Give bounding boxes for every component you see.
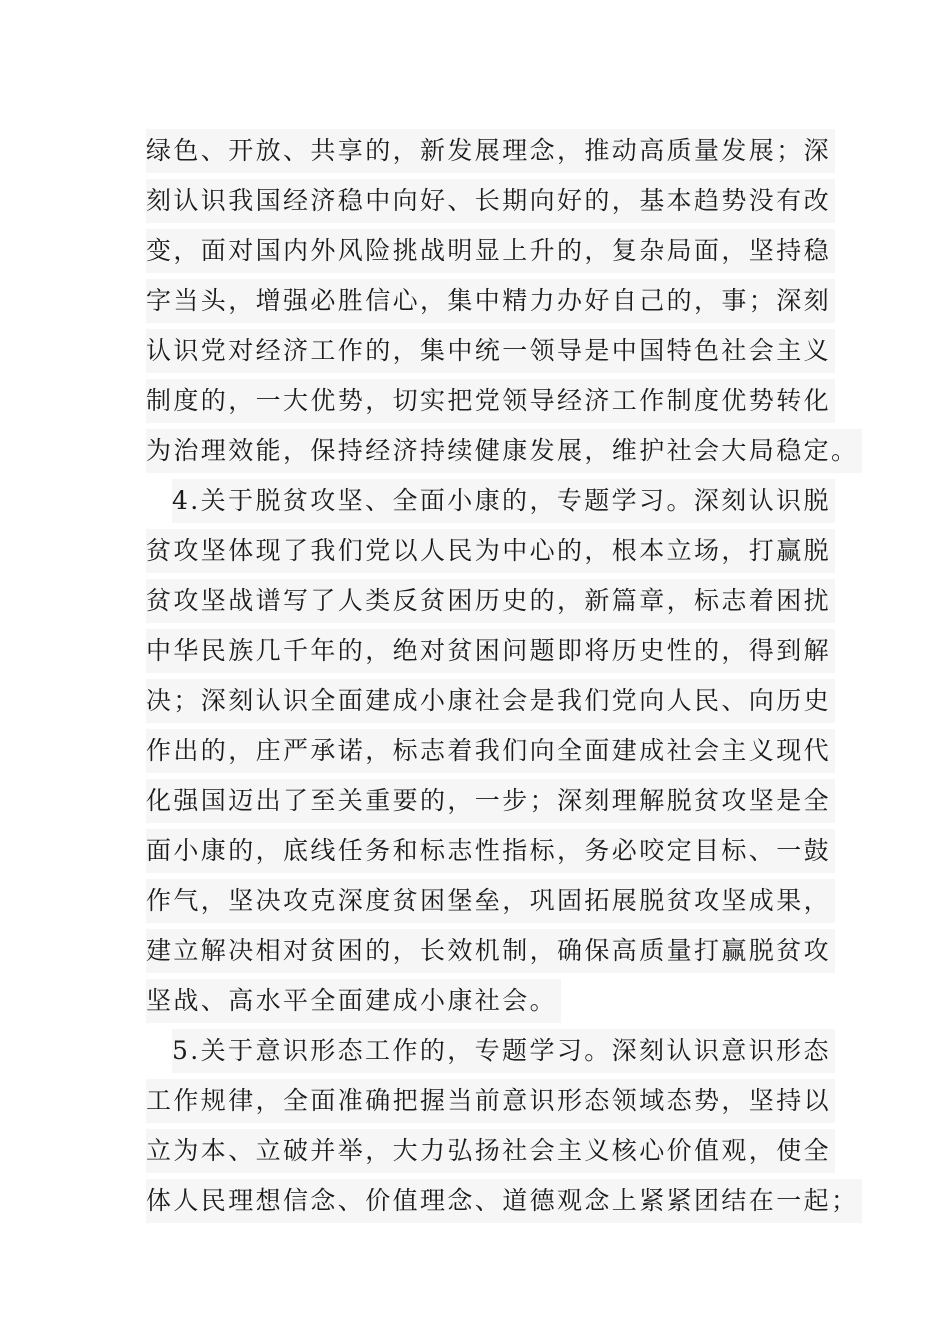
text-line: 作气，坚决攻克深度贫困堡垒，巩固拓展脱贫攻坚成果， <box>146 879 835 923</box>
section-heading-line: 5.关于意识形态工作的，专题学习。深刻认识意识形态 <box>172 1029 835 1073</box>
text-line: 体人民理想信念、价值理念、道德观念上紧紧团结在一起； <box>146 1179 862 1223</box>
text-line: 面小康的，底线任务和标志性指标，务必咬定目标、一鼓 <box>146 829 835 873</box>
text-line: 坚战、高水平全面建成小康社会。 <box>146 979 561 1023</box>
text-line: 立为本、立破并举，大力弘扬社会主义核心价值观，使全 <box>146 1129 835 1173</box>
text-line: 作出的，庄严承诺，标志着我们向全面建成社会主义现代 <box>146 729 835 773</box>
text-line: 建立解决相对贫困的，长效机制，确保高质量打赢脱贫攻 <box>146 929 835 973</box>
text-line: 工作规律，全面准确把握当前意识形态领域态势，坚持以 <box>146 1079 835 1123</box>
text-line: 为治理效能，保持经济持续健康发展，维护社会大局稳定。 <box>146 429 862 473</box>
text-line: 贫攻坚体现了我们党以人民为中心的，根本立场，打赢脱 <box>146 529 835 573</box>
text-line: 绿色、开放、共享的，新发展理念，推动高质量发展；深 <box>146 129 835 173</box>
text-line: 认识党对经济工作的，集中统一领导是中国特色社会主义 <box>146 329 835 373</box>
text-line: 刻认识我国经济稳中向好、长期向好的，基本趋势没有改 <box>146 179 835 223</box>
text-line: 制度的，一大优势，切实把党领导经济工作制度优势转化 <box>146 379 835 423</box>
text-line: 中华民族几千年的，绝对贫困问题即将历史性的，得到解 <box>146 629 835 673</box>
text-line: 贫攻坚战谱写了人类反贫困历史的，新篇章，标志着困扰 <box>146 579 835 623</box>
text-line: 化强国迈出了至关重要的，一步；深刻理解脱贫攻坚是全 <box>146 779 835 823</box>
text-line: 决；深刻认识全面建成小康社会是我们党向人民、向历史 <box>146 679 835 723</box>
text-line: 字当头，增强必胜信心，集中精力办好自己的，事；深刻 <box>146 279 835 323</box>
text-line: 变，面对国内外风险挑战明显上升的，复杂局面，坚持稳 <box>146 229 835 273</box>
section-heading-line: 4.关于脱贫攻坚、全面小康的，专题学习。深刻认识脱 <box>172 479 835 523</box>
